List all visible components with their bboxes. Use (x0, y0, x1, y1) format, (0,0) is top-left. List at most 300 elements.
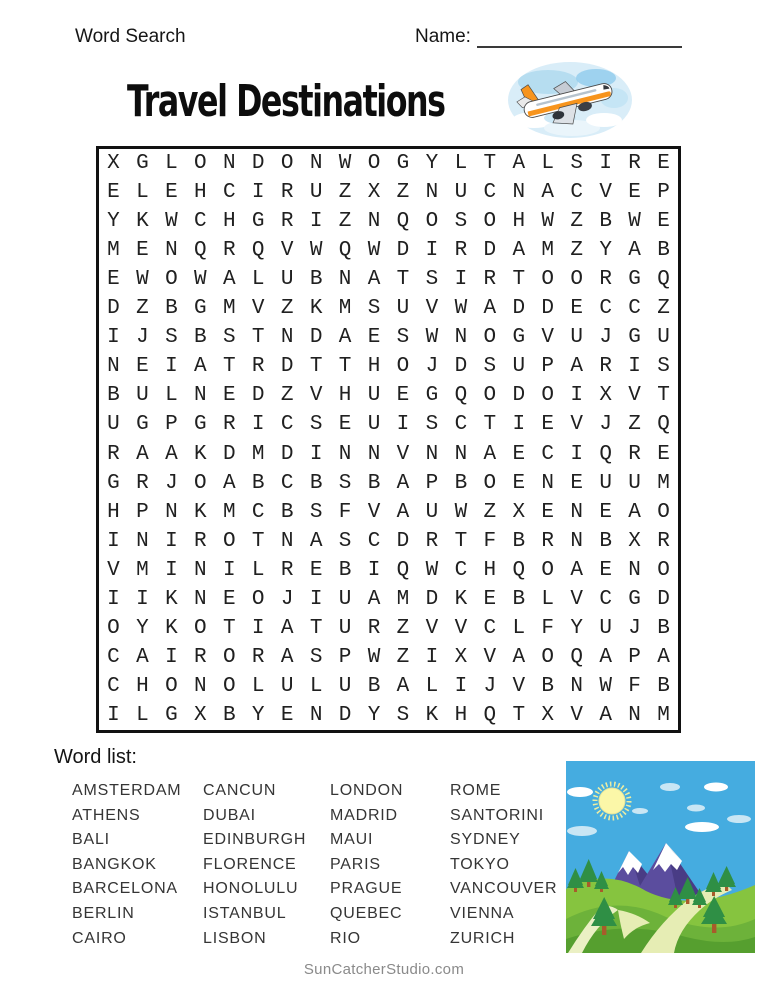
grid-letter: B (541, 674, 555, 698)
grid-letter: V (425, 297, 439, 321)
grid-letter: R (251, 355, 265, 379)
grid-letter: L (165, 384, 178, 408)
grid-letter: C (367, 529, 381, 553)
grid-letter: O (541, 384, 555, 408)
grid-letter: W (454, 500, 468, 524)
word-list-item: PRAGUE (330, 880, 403, 898)
grid-letter: B (599, 529, 612, 553)
grid-letter: N (541, 471, 555, 495)
grid-letter: W (541, 210, 555, 234)
grid-letter: L (165, 152, 178, 176)
grid-letter: W (425, 558, 439, 582)
grid-letter: A (396, 674, 410, 698)
grid-letter: D (396, 239, 410, 263)
grid-letter: V (425, 616, 439, 640)
grid-letter: B (657, 239, 670, 263)
grid-letter: T (483, 152, 497, 176)
grid-letter: A (541, 181, 555, 205)
grid-letter: A (165, 442, 178, 466)
grid-letter: B (251, 471, 265, 495)
grid-letter: L (309, 674, 323, 698)
grid-letter: O (657, 558, 670, 582)
grid-letter: I (165, 645, 178, 669)
grid-letter: W (425, 326, 439, 350)
grid-letter: S (396, 703, 410, 727)
grid-letter: D (454, 355, 468, 379)
grid-letter: A (512, 645, 526, 669)
grid-letter: R (657, 529, 670, 553)
grid-letter: Y (251, 703, 265, 727)
grid-letter: M (222, 500, 236, 524)
grid-letter: Q (396, 210, 410, 234)
grid-letter: V (628, 384, 641, 408)
grid-letter: V (570, 413, 583, 437)
grid-letter: G (136, 152, 149, 176)
grid-letter: Q (512, 558, 526, 582)
grid-letter: G (194, 297, 207, 321)
grid-letter: C (454, 413, 468, 437)
grid-letter: E (136, 239, 149, 263)
grid-letter: A (628, 500, 641, 524)
grid-letter: E (599, 558, 612, 582)
grid-letter: Q (483, 703, 497, 727)
grid-letter: L (136, 181, 149, 205)
grid-letter: R (483, 268, 497, 292)
grid-letter: V (309, 384, 323, 408)
grid-letter: T (657, 384, 670, 408)
grid-letter: A (570, 355, 583, 379)
grid-letter: O (425, 210, 439, 234)
grid-letter: L (251, 558, 265, 582)
word-list-item: BERLIN (72, 904, 135, 922)
grid-letter: B (454, 471, 468, 495)
grid-letter: N (165, 500, 178, 524)
grid-letter: N (338, 268, 352, 292)
grid-letter: F (483, 529, 497, 553)
grid-letter: D (657, 587, 670, 611)
grid-letter: Q (657, 268, 670, 292)
grid-letter: P (628, 645, 641, 669)
grid-letter: O (541, 558, 555, 582)
word-list-item: MADRID (330, 806, 398, 824)
grid-letter: N (222, 152, 236, 176)
grid-letter: O (165, 268, 178, 292)
grid-letter: R (194, 529, 207, 553)
grid-letter: E (136, 355, 149, 379)
grid-letter: D (309, 326, 323, 350)
grid-letter: C (570, 181, 583, 205)
grid-letter: U (338, 674, 352, 698)
name-label: Name: (415, 26, 471, 47)
grid-letter: I (251, 616, 265, 640)
grid-letter: C (454, 558, 468, 582)
grid-letter: Z (280, 384, 294, 408)
grid-letter: A (396, 500, 410, 524)
grid-letter: G (512, 326, 526, 350)
grid-letter: E (483, 587, 497, 611)
grid-letter: Z (338, 181, 352, 205)
grid-letter: D (107, 297, 120, 321)
grid-letter: J (483, 674, 497, 698)
grid-letter: U (396, 297, 410, 321)
word-list-column (330, 779, 403, 951)
grid-letter: O (222, 645, 236, 669)
grid-letter: E (657, 152, 670, 176)
grid-letter: D (541, 297, 555, 321)
grid-letter: J (165, 471, 178, 495)
grid-letter: I (165, 529, 178, 553)
grid-letter: O (280, 152, 294, 176)
grid-letter: O (541, 645, 555, 669)
grid-letter: W (194, 268, 207, 292)
grid-letter: G (194, 413, 207, 437)
word-list-item: ZURICH (450, 929, 516, 947)
grid-letter: X (628, 529, 641, 553)
grid-letter: N (367, 210, 381, 234)
grid-letter: N (425, 442, 439, 466)
grid-letter: J (425, 355, 439, 379)
grid-letter: Z (338, 210, 352, 234)
grid-letter: K (425, 703, 439, 727)
grid-letter: Z (136, 297, 149, 321)
grid-letter: U (107, 413, 120, 437)
grid-letter: D (222, 442, 236, 466)
grid-letter: E (570, 471, 583, 495)
grid-letter: I (107, 703, 120, 727)
grid-letter: U (628, 471, 641, 495)
grid-letter: Q (599, 442, 612, 466)
grid-letter: C (222, 181, 236, 205)
grid-letter: H (107, 500, 120, 524)
grid-letter: K (194, 442, 207, 466)
grid-letter: W (367, 645, 381, 669)
grid-letter: W (628, 210, 641, 234)
grid-letter: T (222, 355, 236, 379)
grid-letter: G (165, 703, 178, 727)
grid-letter: X (194, 703, 207, 727)
grid-letter: E (570, 297, 583, 321)
grid-letter: D (280, 355, 294, 379)
grid-letter: V (107, 558, 120, 582)
grid-letter: R (367, 616, 381, 640)
grid-letter: O (570, 268, 583, 292)
grid-letter: L (541, 587, 555, 611)
grid-letter: E (338, 413, 352, 437)
grid-letter: C (599, 297, 612, 321)
grid-letter: R (454, 239, 468, 263)
grid-letter: N (107, 355, 120, 379)
grid-letter: S (309, 645, 323, 669)
grid-letter: I (107, 529, 120, 553)
grid-letter: B (367, 674, 381, 698)
grid-letter: H (136, 674, 149, 698)
grid-letter: E (280, 703, 294, 727)
grid-letter: A (136, 442, 149, 466)
grid-letter: L (512, 616, 526, 640)
grid-letter: I (251, 181, 265, 205)
word-list-column (72, 779, 181, 951)
grid-letter: U (454, 181, 468, 205)
grid-letter: C (483, 181, 497, 205)
grid-letter: U (570, 326, 583, 350)
grid-letter: M (251, 442, 265, 466)
word-list-item: QUEBEC (330, 904, 403, 922)
grid-letter: B (367, 471, 381, 495)
grid-letter: B (512, 587, 526, 611)
grid-letter: Z (396, 645, 410, 669)
grid-letter: U (280, 674, 294, 698)
word-list-item: VIENNA (450, 904, 515, 922)
grid-letter: O (194, 152, 207, 176)
grid-letter: J (136, 326, 149, 350)
grid-letter: P (165, 413, 178, 437)
grid-letter: M (657, 703, 670, 727)
grid-letter: S (425, 413, 439, 437)
grid-letter: R (599, 268, 612, 292)
grid-letter: A (222, 268, 236, 292)
grid-letter: T (483, 413, 497, 437)
grid-letter: C (107, 674, 120, 698)
grid-letter: F (338, 500, 352, 524)
grid-letter: B (657, 616, 670, 640)
grid-letter: S (396, 326, 410, 350)
grid-letter: H (338, 384, 352, 408)
grid-letter: R (628, 442, 641, 466)
grid-letter: C (280, 413, 294, 437)
word-list-item: ROME (450, 782, 502, 799)
grid-letter: V (396, 442, 410, 466)
grid-letter: M (222, 297, 236, 321)
grid-letter: R (280, 210, 294, 234)
grid-letter: X (367, 181, 381, 205)
word-list-item: VANCOUVER (450, 880, 558, 898)
grid-letter: F (628, 674, 641, 698)
grid-letter: S (338, 529, 352, 553)
grid-letter: N (570, 674, 583, 698)
grid-letter: C (599, 587, 612, 611)
grid-letter: Y (136, 616, 149, 640)
grid-letter: V (570, 703, 583, 727)
grid-letter: C (541, 442, 555, 466)
grid-letter: G (628, 587, 641, 611)
grid-letter: E (541, 500, 555, 524)
grid-letter: J (280, 587, 294, 611)
grid-letter: B (165, 297, 178, 321)
word-list-item: BANGKOK (72, 855, 157, 873)
grid-letter: Z (570, 239, 583, 263)
grid-letter: K (165, 616, 178, 640)
grid-letter: K (194, 500, 207, 524)
grid-letter: T (309, 616, 323, 640)
grid-letter: E (628, 181, 641, 205)
grid-letter: O (194, 471, 207, 495)
grid-letter: I (425, 239, 439, 263)
word-list-item: SYDNEY (450, 831, 521, 849)
grid-letter: A (396, 471, 410, 495)
grid-letter: H (483, 558, 497, 582)
grid-letter: O (541, 268, 555, 292)
grid-letter: S (165, 326, 178, 350)
grid-letter: T (251, 326, 265, 350)
grid-letter: I (454, 268, 468, 292)
grid-letter: Z (280, 297, 294, 321)
grid-letter: M (396, 587, 410, 611)
grid-letter: U (280, 268, 294, 292)
grid-letter: X (512, 500, 526, 524)
grid-letter: N (338, 442, 352, 466)
grid-letter: N (425, 181, 439, 205)
grid-letter: W (599, 674, 612, 698)
grid-letter: C (251, 500, 265, 524)
word-list-item: PARIS (330, 855, 381, 873)
grid-letter: I (309, 442, 323, 466)
word-list-item: HONOLULU (203, 880, 299, 898)
grid-letter: Y (107, 210, 120, 234)
word-list-item: LONDON (330, 782, 404, 799)
word-list-item: SANTORINI (450, 806, 545, 824)
grid-letter: I (222, 558, 236, 582)
grid-letter: I (165, 355, 178, 379)
grid-letter: Q (570, 645, 583, 669)
grid-letter: R (628, 152, 641, 176)
grid-letter: F (541, 616, 555, 640)
grid-letter: E (309, 558, 323, 582)
word-list (72, 779, 562, 949)
word-list-item: ISTANBUL (203, 904, 287, 922)
grid-letter: G (628, 268, 641, 292)
grid-letter: I (251, 413, 265, 437)
grid-letter: U (367, 384, 381, 408)
grid-letter: A (136, 645, 149, 669)
grid-letter: K (136, 210, 149, 234)
grid-letter: E (107, 268, 120, 292)
grid-letter: V (454, 616, 468, 640)
grid-letter: X (454, 645, 468, 669)
grid-letter: I (136, 587, 149, 611)
grid-letter: B (512, 529, 526, 553)
word-list-label: Word list: (54, 746, 137, 768)
grid-letter: A (599, 645, 612, 669)
grid-letter: R (136, 471, 149, 495)
grid-letter: O (107, 616, 120, 640)
grid-letter: O (251, 587, 265, 611)
grid-letter: S (309, 500, 323, 524)
grid-letter: B (107, 384, 120, 408)
grid-letter: S (657, 355, 670, 379)
grid-letter: B (309, 268, 323, 292)
grid-letter: T (309, 355, 323, 379)
grid-letter: R (222, 239, 236, 263)
grid-letter: N (309, 703, 323, 727)
grid-letter: A (657, 645, 670, 669)
grid-letter: A (338, 326, 352, 350)
grid-letter: W (454, 297, 468, 321)
grid-letter: E (367, 326, 381, 350)
grid-letter: D (512, 384, 526, 408)
grid-letter: O (483, 210, 497, 234)
grid-letter: A (512, 239, 526, 263)
grid-letter: O (222, 529, 236, 553)
grid-letter: C (280, 471, 294, 495)
grid-letter: I (396, 413, 410, 437)
grid-letter: B (194, 326, 207, 350)
grid-letter: Y (570, 616, 583, 640)
grid-letter: T (222, 616, 236, 640)
grid-letter: N (454, 442, 468, 466)
grid-letter: G (628, 326, 641, 350)
grid-letter: U (657, 326, 670, 350)
airplane-icon (506, 60, 634, 140)
grid-letter: I (165, 558, 178, 582)
grid-letter: J (599, 413, 612, 437)
grid-letter: E (512, 442, 526, 466)
grid-letter: T (396, 268, 410, 292)
grid-letter: Q (657, 413, 670, 437)
grid-letter: N (194, 674, 207, 698)
grid-letter: I (425, 645, 439, 669)
grid-letter: U (425, 500, 439, 524)
grid-letter: X (541, 703, 555, 727)
grid-letter: N (628, 558, 641, 582)
grid-letter: T (454, 529, 468, 553)
grid-letter: P (338, 645, 352, 669)
grid-letter: E (541, 413, 555, 437)
grid-letter: I (599, 152, 612, 176)
grid-letter: D (338, 703, 352, 727)
word-list-item: AMSTERDAM (72, 782, 182, 799)
grid-letter: J (599, 326, 612, 350)
grid-letter: V (367, 500, 381, 524)
word-list-item: RIO (330, 929, 361, 947)
grid-letter: I (309, 210, 323, 234)
grid-letter: Z (396, 181, 410, 205)
grid-letter: U (512, 355, 526, 379)
grid-letter: R (599, 355, 612, 379)
grid-letter: S (367, 297, 381, 321)
puzzle-grid (96, 146, 681, 733)
grid-letter: P (541, 355, 555, 379)
word-list-item: FLORENCE (203, 855, 297, 873)
grid-letter: V (251, 297, 265, 321)
word-list-column (450, 779, 557, 951)
grid-letter: V (280, 239, 294, 263)
word-list-item: CANCUN (203, 782, 277, 799)
grid-letter: N (165, 239, 178, 263)
grid-letter: Z (396, 616, 410, 640)
grid-letter: R (425, 529, 439, 553)
grid-letter: H (367, 355, 381, 379)
grid-letter: Q (251, 239, 265, 263)
grid-letter: O (483, 384, 497, 408)
word-list-item: DUBAI (203, 806, 256, 824)
grid-letter: B (309, 471, 323, 495)
grid-letter: L (251, 674, 265, 698)
grid-letter: D (280, 442, 294, 466)
grid-letter: U (599, 616, 612, 640)
grid-letter: A (309, 529, 323, 553)
grid-letter: N (512, 181, 526, 205)
grid-letter: B (599, 210, 612, 234)
grid-letter: E (165, 181, 178, 205)
grid-letter: L (136, 703, 149, 727)
grid-letter: H (194, 181, 207, 205)
grid-letter: S (454, 210, 468, 234)
grid-letter: O (165, 674, 178, 698)
grid-letter: D (251, 152, 265, 176)
grid-letter: U (309, 181, 323, 205)
grid-letter: A (628, 239, 641, 263)
grid-letter: B (280, 500, 294, 524)
